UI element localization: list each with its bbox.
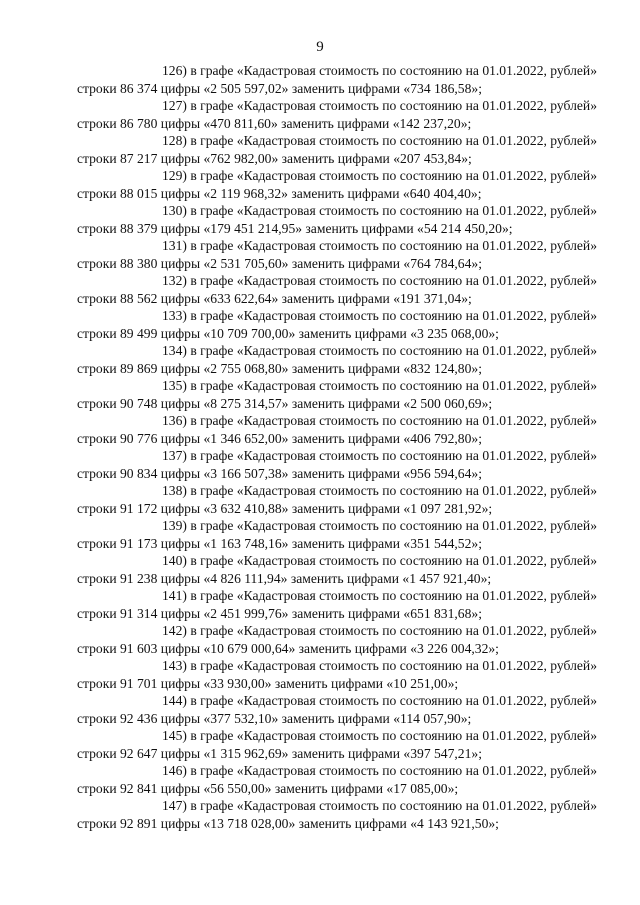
item-first-line: 130) в графе «Кадастровая стоимость по состоянию на 01.01.2022, рублей» [162,203,597,218]
item-first-line: 140) в графе «Кадастровая стоимость по состоянию на 01.01.2022, рублей» [162,553,597,568]
list-item [77,62,597,97]
item-second-line: строки 90 748 цифры «8 275 314,57» заменить цифрами «2 500 060,69»; [77,395,493,411]
list-item [77,797,597,832]
item-first-line: 131) в графе «Кадастровая стоимость по состоянию на 01.01.2022, рублей» [162,238,597,253]
item-first-line: 129) в графе «Кадастровая стоимость по состоянию на 01.01.2022, рублей» [162,168,597,183]
list-item [77,447,597,482]
item-second-line: строки 91 172 цифры «3 632 410,88» заменить цифрами «1 097 281,92»; [77,500,493,516]
item-second-line: строки 86 374 цифры «2 505 597,02» заменить цифрами «734 186,58»; [77,80,482,96]
list-item [77,552,597,587]
list-item [77,272,597,307]
item-second-line: строки 88 379 цифры «179 451 214,95» заменить цифрами «54 214 450,20»; [77,220,513,236]
item-first-line: 134) в графе «Кадастровая стоимость по состоянию на 01.01.2022, рублей» [162,343,597,358]
item-first-line: 143) в графе «Кадастровая стоимость по состоянию на 01.01.2022, рублей» [162,658,597,673]
list-item [77,412,597,447]
item-first-line: 127) в графе «Кадастровая стоимость по состоянию на 01.01.2022, рублей» [162,98,597,113]
item-second-line: строки 91 238 цифры «4 826 111,94» заменить цифрами «1 457 921,40»; [77,570,492,586]
item-first-line: 139) в графе «Кадастровая стоимость по состоянию на 01.01.2022, рублей» [162,518,597,533]
item-second-line: строки 91 603 цифры «10 679 000,64» заменить цифрами «3 226 004,32»; [77,640,499,656]
item-first-line: 136) в графе «Кадастровая стоимость по состоянию на 01.01.2022, рублей» [162,413,597,428]
item-first-line: 126) в графе «Кадастровая стоимость по состоянию на 01.01.2022, рублей» [162,63,597,78]
list-item [77,692,597,727]
item-first-line: 142) в графе «Кадастровая стоимость по состоянию на 01.01.2022, рублей» [162,623,597,638]
item-first-line: 128) в графе «Кадастровая стоимость по состоянию на 01.01.2022, рублей» [162,133,597,148]
list-item [77,762,597,797]
list-item [77,202,597,237]
list-item [77,517,597,552]
item-first-line: 138) в графе «Кадастровая стоимость по состоянию на 01.01.2022, рублей» [162,483,597,498]
item-second-line: строки 92 436 цифры «377 532,10» заменить цифрами «114 057,90»; [77,710,472,726]
item-second-line: строки 88 380 цифры «2 531 705,60» заменить цифрами «764 784,64»; [77,255,482,271]
item-first-line: 145) в графе «Кадастровая стоимость по состоянию на 01.01.2022, рублей» [162,728,597,743]
item-second-line: строки 92 841 цифры «56 550,00» заменить цифрами «17 085,00»; [77,780,459,796]
item-first-line: 132) в графе «Кадастровая стоимость по состоянию на 01.01.2022, рублей» [162,273,597,288]
item-second-line: строки 88 015 цифры «2 119 968,32» заменить цифрами «640 404,40»; [77,185,482,201]
item-first-line: 144) в графе «Кадастровая стоимость по состоянию на 01.01.2022, рублей» [162,693,597,708]
list-item [77,657,597,692]
item-second-line: строки 90 834 цифры «3 166 507,38» заменить цифрами «956 594,64»; [77,465,482,481]
item-second-line: строки 91 701 цифры «33 930,00» заменить цифрами «10 251,00»; [77,675,459,691]
list-item [77,167,597,202]
page-number: 9 [316,39,324,55]
item-second-line: строки 87 217 цифры «762 982,00» заменить цифрами «207 453,84»; [77,150,472,166]
list-item [77,587,597,622]
list-item [77,132,597,167]
list-item [77,727,597,762]
item-first-line: 146) в графе «Кадастровая стоимость по состоянию на 01.01.2022, рублей» [162,763,597,778]
item-second-line: строки 86 780 цифры «470 811,60» заменить цифрами «142 237,20»; [77,115,472,131]
item-first-line: 133) в графе «Кадастровая стоимость по состоянию на 01.01.2022, рублей» [162,308,597,323]
list-item [77,307,597,342]
item-second-line: строки 91 314 цифры «2 451 999,76» заменить цифрами «651 831,68»; [77,605,482,621]
item-second-line: строки 92 647 цифры «1 315 962,69» заменить цифрами «397 547,21»; [77,745,482,761]
item-second-line: строки 92 891 цифры «13 718 028,00» заменить цифрами «4 143 921,50»; [77,815,499,831]
list-item [77,342,597,377]
list-item [77,482,597,517]
item-second-line: строки 89 869 цифры «2 755 068,80» заменить цифрами «832 124,80»; [77,360,482,376]
list-item [77,377,597,412]
list-item [77,237,597,272]
list-item [77,622,597,657]
item-first-line: 135) в графе «Кадастровая стоимость по состоянию на 01.01.2022, рублей» [162,378,597,393]
item-second-line: строки 90 776 цифры «1 346 652,00» заменить цифрами «406 792,80»; [77,430,482,446]
list-item [77,97,597,132]
item-second-line: строки 91 173 цифры «1 163 748,16» заменить цифрами «351 544,52»; [77,535,482,551]
item-second-line: строки 89 499 цифры «10 709 700,00» заменить цифрами «3 235 068,00»; [77,325,499,341]
amendment-list [77,62,597,832]
item-first-line: 147) в графе «Кадастровая стоимость по состоянию на 01.01.2022, рублей» [162,798,597,813]
item-first-line: 141) в графе «Кадастровая стоимость по состоянию на 01.01.2022, рублей» [162,588,597,603]
item-first-line: 137) в графе «Кадастровая стоимость по состоянию на 01.01.2022, рублей» [162,448,597,463]
item-second-line: строки 88 562 цифры «633 622,64» заменить цифрами «191 371,04»; [77,290,472,306]
